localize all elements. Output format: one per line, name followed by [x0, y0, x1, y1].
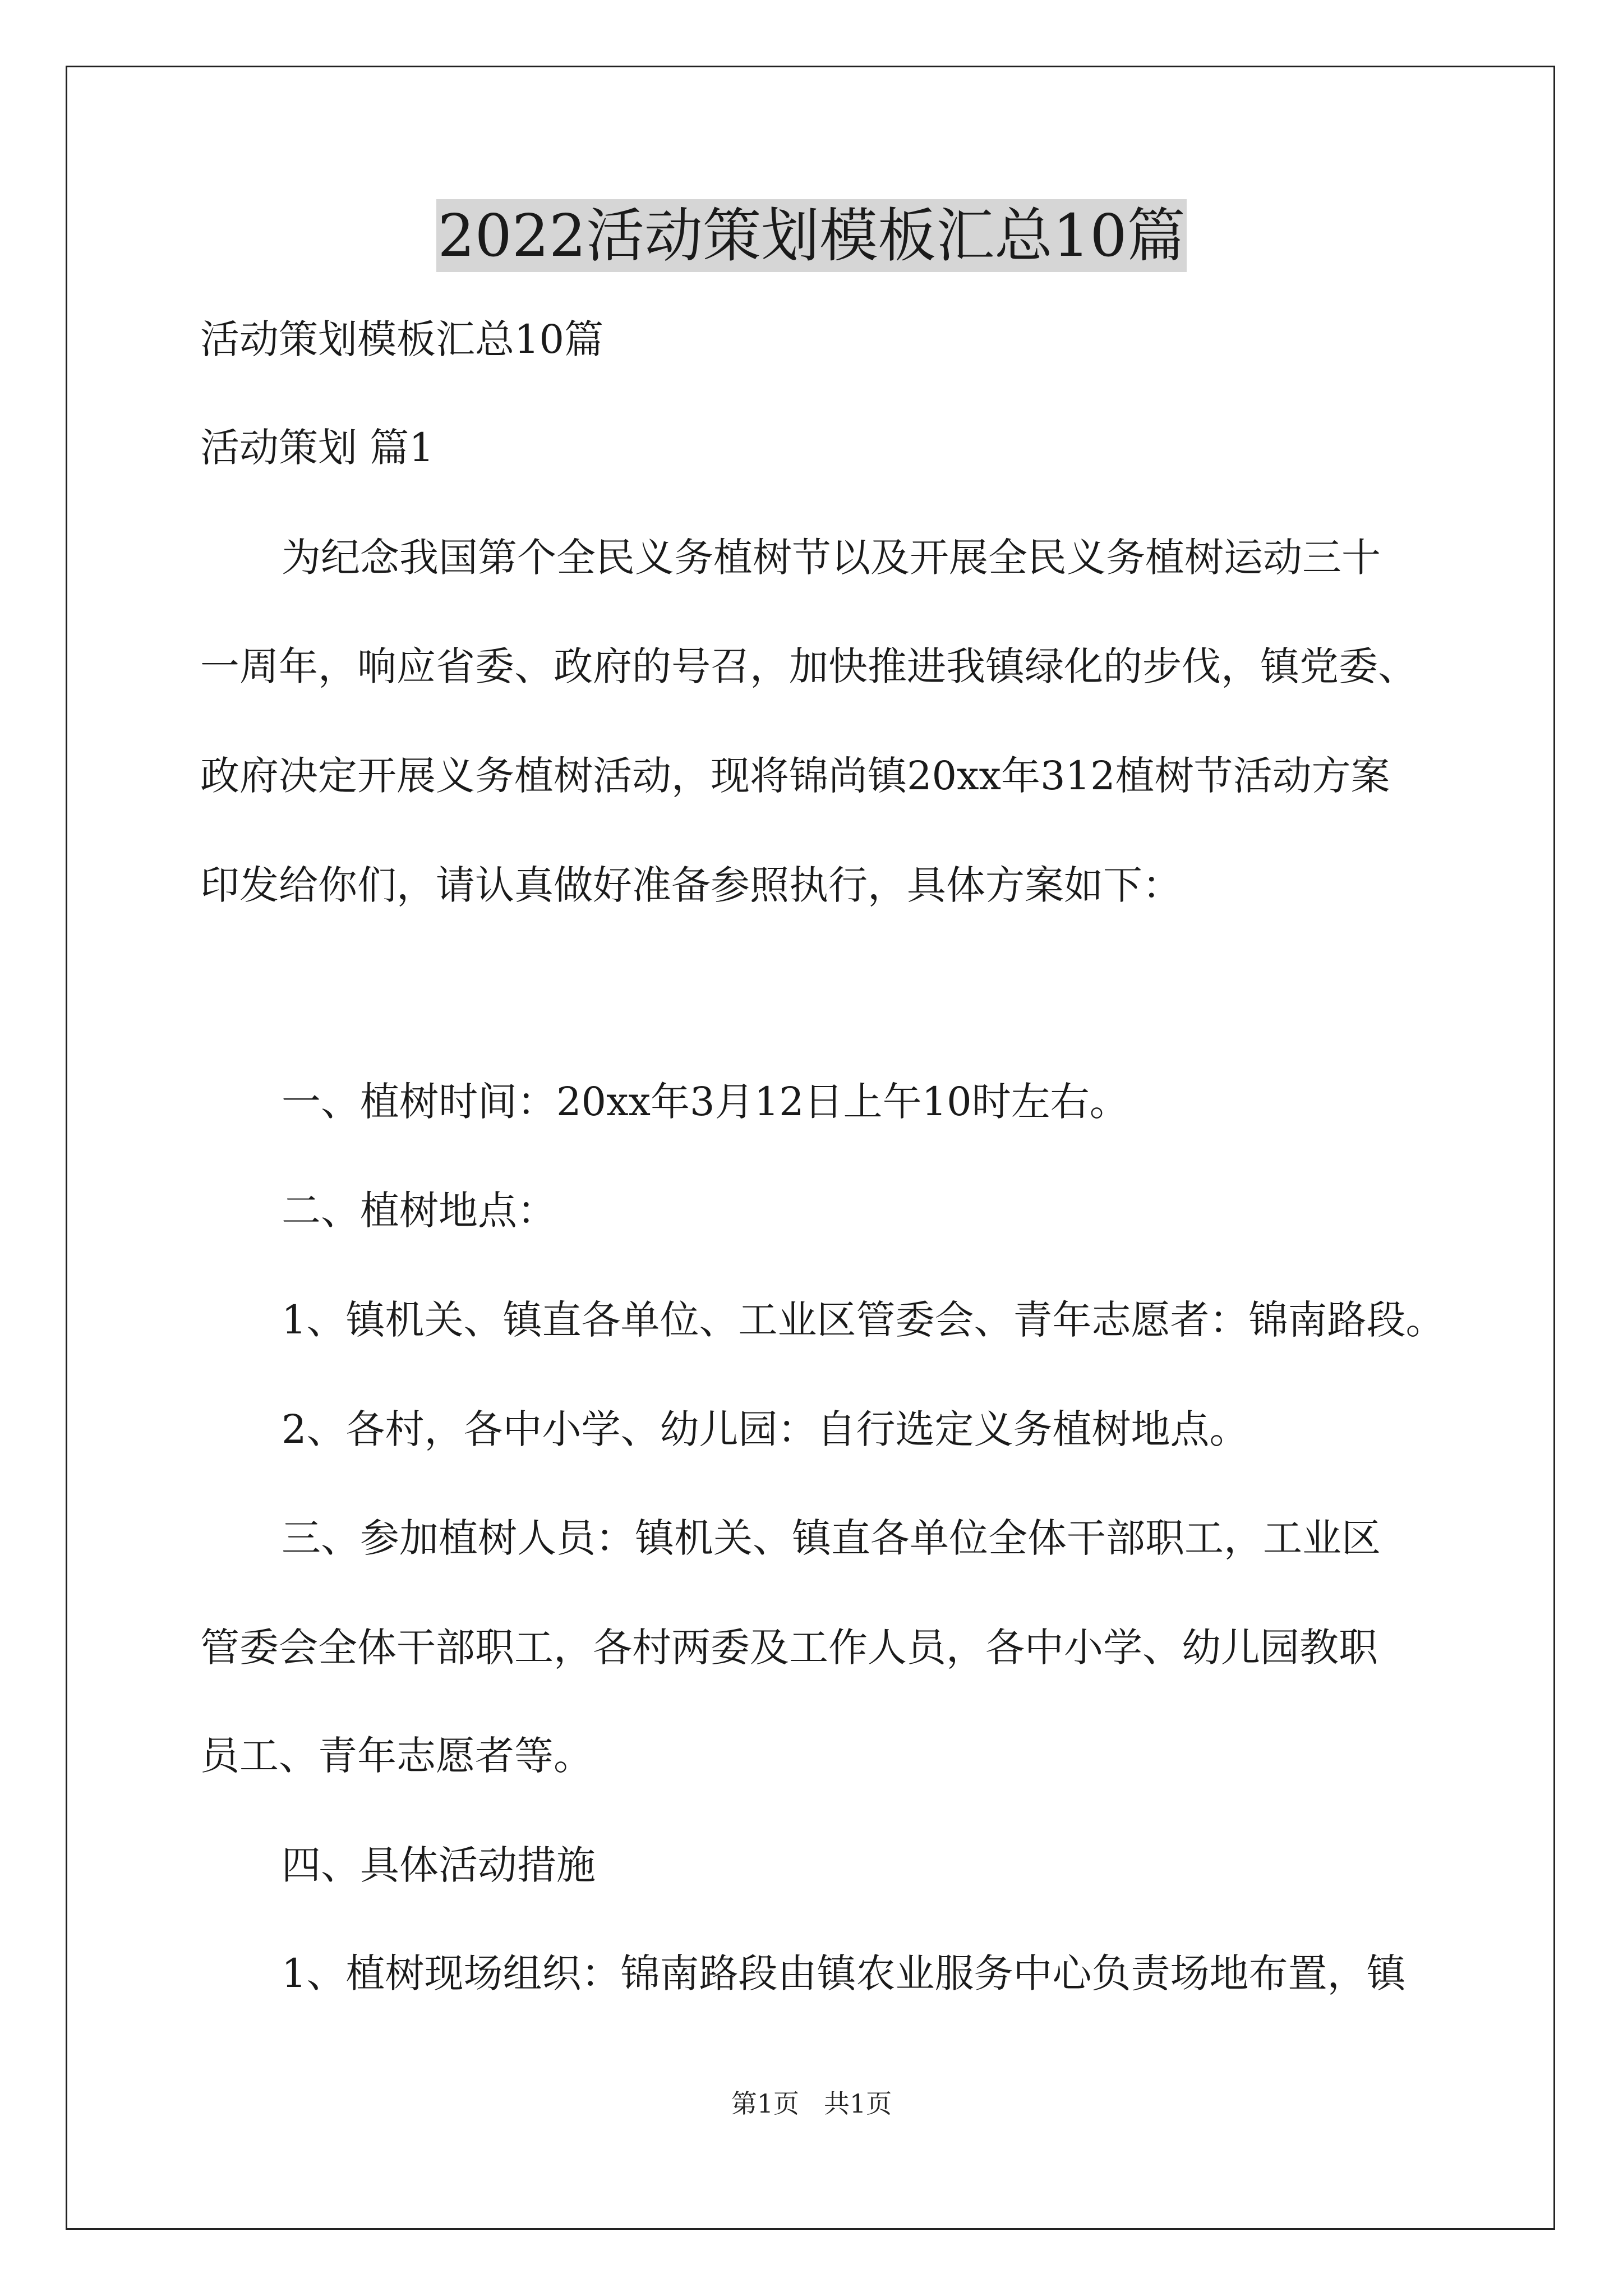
- body-line: 管委会全体干部职工，各村两委及工作人员，各中小学、幼儿园教职: [200, 1625, 1378, 1671]
- body-line: 1、镇机关、镇直各单位、工业区管委会、青年志愿者：锦南路段。: [282, 1297, 1445, 1343]
- body-line: 1、植树现场组织：锦南路段由镇农业服务中心负责场地布置，镇: [282, 1950, 1406, 1996]
- body-line: 四、具体活动措施: [282, 1842, 596, 1888]
- footer-spacer: [799, 2088, 824, 2119]
- document-title: 2022活动策划模板汇总10篇: [436, 199, 1186, 272]
- body-line: 活动策划 篇1: [200, 425, 434, 471]
- body-line: 一周年，响应省委、政府的号召，加快推进我镇绿化的步伐，镇党委、: [200, 643, 1417, 689]
- body-line: 员工、青年志愿者等。: [200, 1733, 593, 1779]
- body-line: 一、植树时间：20xx年3月12日上午10时左右。: [282, 1079, 1129, 1125]
- page-total: 共1页: [823, 2088, 892, 2119]
- page-border: [66, 66, 1555, 2230]
- body-line: 二、植树地点：: [282, 1188, 556, 1234]
- page-footer: [0, 2087, 1623, 2120]
- body-line: 印发给你们，请认真做好准备参照执行，具体方案如下：: [200, 862, 1182, 908]
- title-container: [0, 199, 1623, 272]
- body-line: 三、参加植树人员：镇机关、镇直各单位全体干部职工，工业区: [282, 1515, 1381, 1561]
- body-line: 活动策划模板汇总10篇: [200, 316, 604, 362]
- body-line: 为纪念我国第个全民义务植树节以及开展全民义务植树运动三十: [282, 535, 1381, 581]
- page-number: 第1页: [731, 2088, 800, 2119]
- body-line: 2、各村，各中小学、幼儿园：自行选定义务植树地点。: [282, 1406, 1249, 1452]
- body-line: 政府决定开展义务植树活动，现将锦尚镇20xx年312植树节活动方案: [200, 753, 1390, 799]
